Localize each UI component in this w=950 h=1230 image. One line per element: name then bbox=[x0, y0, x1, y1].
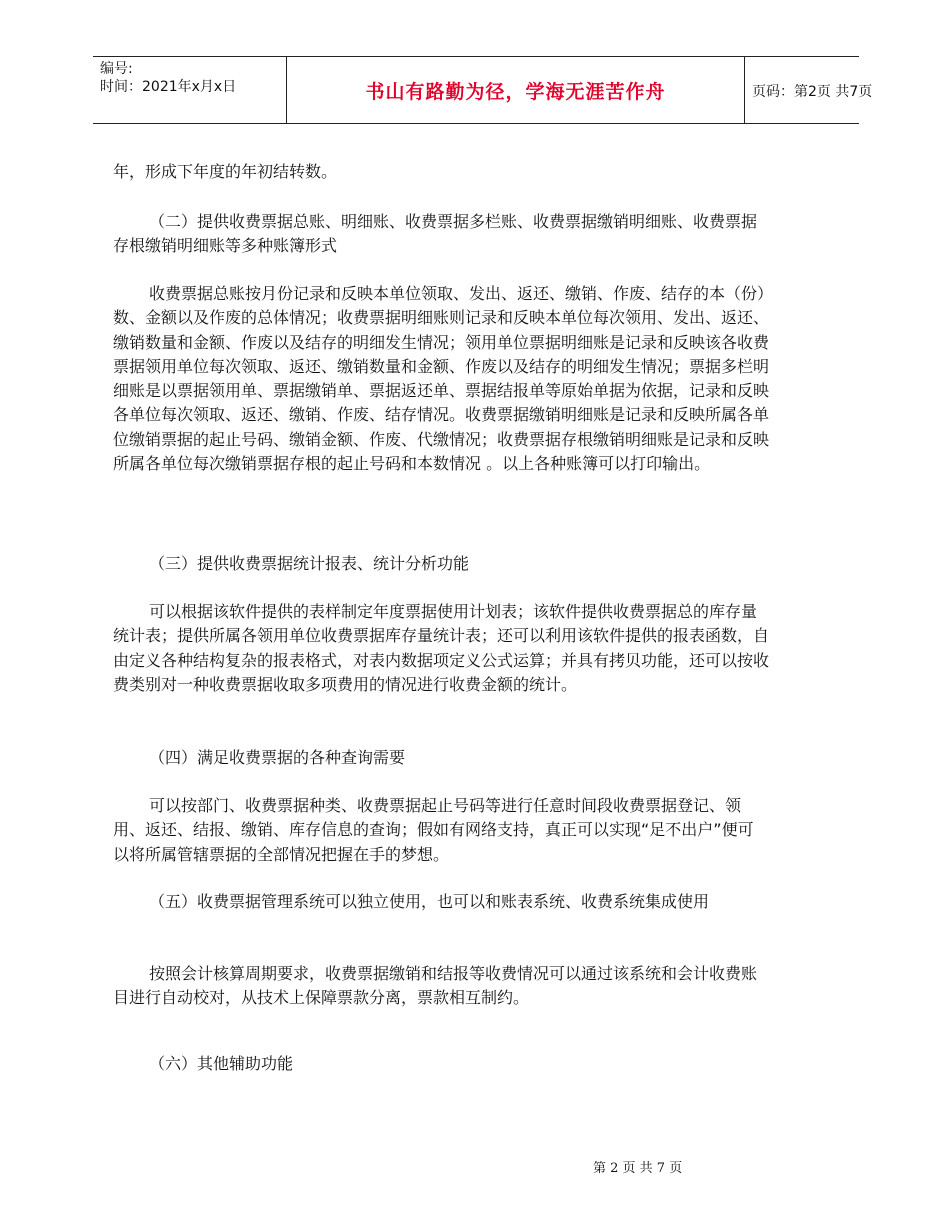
section-heading-6: （六）其他辅助功能 bbox=[149, 1054, 294, 1073]
header-page-info: 页码：第2页 共7页 bbox=[752, 84, 873, 100]
document-time-label: 时间：2021年x月x日 bbox=[100, 79, 237, 95]
section-heading-4: （四）满足收费票据的各种查询需要 bbox=[149, 748, 406, 767]
section-heading-2: （二）提供收费票据总账、明细账、收费票据多栏账、收费票据缴销明细账、收费票据存根缴销明细账等多种账簿形式 bbox=[113, 212, 758, 256]
paragraph: 收费票据总账按月份记录和反映本单位领取、发出、返还、缴销、作废、结存的本（份）数、金额以及作废的总体情况；收费票据明细账则记录和反映本单位每次领用、发出、返还、缴销数量和金额、作废以及结存的明细发生情况；领用单位票据明细账是记录和反映该各收费票据领用单位每次领取、返还、缴销数量和金额、作废以及结存的明细发生情况；票据多栏明细账是以票据领用单、票据缴销单、票据返还单、票据结报单等原始单据为依据，记录和反映各单位每次领取、返还、缴销、作废、结存情况。收费票据缴销明细账是记录和反映所属各单位缴销票据的起止号码、缴销金额、作废、代缴情况；收费票据存根缴销明细账是记录和反映所属各单位每次缴销票据存根的起止号码和本数情况 。以上各种账簿可以打印输出。 bbox=[113, 284, 770, 474]
paragraph: 可以按部门、收费票据种类、收费票据起止号码等进行任意时间段收费票据登记、领用、返还、结报、缴销、库存信息的查询；假如有网络支持，真正可以实现“足不出户”便可以将所属管辖票据的全部情况把握在手的梦想。 bbox=[113, 796, 754, 864]
paragraph: 可以根据该软件提供的表样制定年度票据使用计划表；该软件提供收费票据总的库存量统计表；提供所属各领用单位收费票据库存量统计表；还可以利用该软件提供的报表函数，自由定义各种结构复杂的报表格式，对表内数据项定义公式运算；并具有拷贝功能，还可以按收费类别对一种收费票据收取多项费用的情况进行收费金额的统计。 bbox=[113, 602, 770, 694]
paragraph: 按照会计核算周期要求，收费票据缴销和结报等收费情况可以通过该系统和会计收费账目进行自动校对，从技术上保障票款分离，票款相互制约。 bbox=[113, 964, 758, 1008]
section-heading-3: （三）提供收费票据统计报表、统计分析功能 bbox=[149, 554, 470, 573]
document-number-label: 编号: bbox=[100, 61, 133, 77]
header-motto: 书山有路勤为径，学海无涯苦作舟 bbox=[365, 81, 666, 103]
paragraph-continuation: 年，形成下年度的年初结转数。 bbox=[113, 162, 338, 181]
section-heading-5: （五）收费票据管理系统可以独立使用，也可以和账表系统、收费系统集成使用 bbox=[149, 892, 710, 911]
page-footer: 第 2 页 共 7 页 bbox=[593, 1161, 683, 1176]
